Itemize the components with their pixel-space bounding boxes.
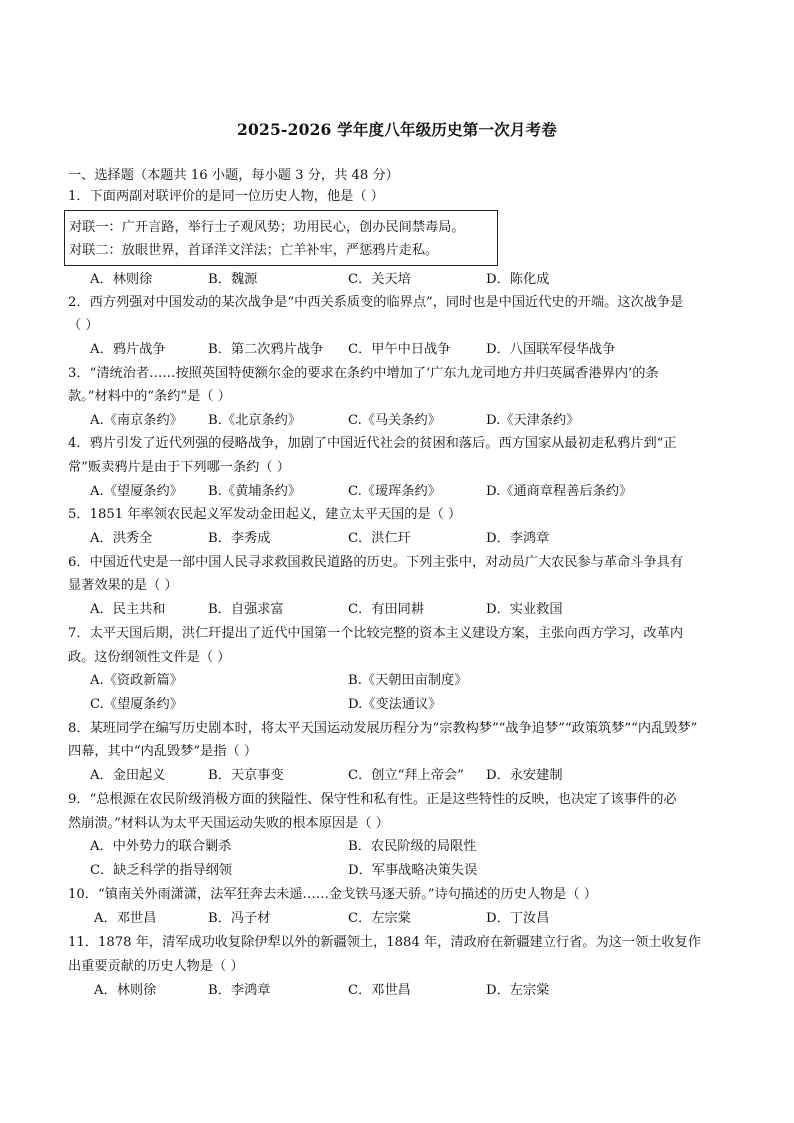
option-d: D．丁汝昌 (486, 911, 550, 926)
option-d: D.《通商章程善后条约》 (486, 484, 633, 499)
question-2-stem-cont: （ ） (68, 318, 99, 333)
option-d: D．左宗棠 (486, 983, 550, 998)
option-d: D．八国联军侵华战争 (486, 342, 616, 357)
option-d: D.《天津条约》 (486, 413, 580, 428)
option-d: D．实业救国 (486, 602, 563, 617)
option-d: D．永安建制 (486, 768, 563, 783)
option-a: A．林则徐 (94, 983, 157, 998)
option-b: B．天京事变 (208, 768, 284, 783)
option-a: A．民主共和 (90, 602, 166, 617)
question-7-stem: 7．太平天国后期，洪仁玕提出了近代中国第一个比较完整的资本主义建设方案，主张向西方学习，改革内 (68, 626, 684, 641)
option-b: B．李鸿章 (208, 983, 271, 998)
option-b: B.《北京条约》 (208, 413, 302, 428)
option-b: B．魏源 (208, 272, 258, 287)
option-b: B.《天朝田亩制度》 (348, 673, 468, 688)
option-c: C.《瑷珲条约》 (348, 484, 441, 499)
option-a: A．洪秀全 (90, 531, 153, 546)
question-5-stem: 5．1851 年率领农民起义军发动金田起义，建立太平天国的是（ ） (68, 507, 462, 522)
option-c: C．洪仁玕 (348, 531, 411, 546)
question-7-stem-cont: 政。这份纲领性文件是（ ） (68, 650, 231, 665)
couplet-1: 对联一：广开言路，举行士子观风势；功用民心，创办民间禁毒局。 (69, 220, 465, 235)
option-c: C.《望厦条约》 (90, 697, 183, 712)
option-c: C．甲午中日战争 (348, 342, 451, 357)
option-c: C.《马关条约》 (348, 413, 441, 428)
option-c: C．左宗棠 (348, 911, 411, 926)
couplet-box (64, 210, 498, 266)
option-a: A．中外势力的联合剿杀 (90, 839, 232, 854)
couplet-2: 对联二：放眼世界，首译洋文洋法；亡羊补牢，严惩鸦片走私。 (69, 243, 439, 258)
question-8-stem-cont: 四幕，其中“内乱毁梦”是指（ ） (68, 744, 258, 759)
question-6-stem-cont: 显著效果的是（ ） (68, 578, 178, 593)
option-a: A．邓世昌 (94, 911, 157, 926)
question-2-stem: 2．西方列强对中国发动的某次战争是“中西关系质变的临界点”，同时也是中国近代史的开端。这次战争是 (68, 295, 684, 310)
page-title: 2025-2026 学年度八年级历史第一次月考卷 (237, 120, 557, 139)
question-4-stem-cont: 常”贩卖鸦片是由于下列哪一条约（ ） (68, 460, 290, 475)
option-c: C．创立“拜上帝会” (348, 768, 464, 783)
question-9-stem: 9．“总根源在农民阶级消极方面的狭隘性、保守性和私有性。正是这些特性的反映，也决定了该事件的必 (68, 792, 677, 807)
option-b: B．农民阶级的局限性 (348, 839, 477, 854)
option-a: A.《南京条约》 (90, 413, 183, 428)
option-c: C．缺乏科学的指导纲领 (90, 863, 232, 878)
question-3-stem-cont: 款。”材料中的“条约”是（ ） (68, 389, 231, 404)
question-3-stem: 3．“清统治者……按照英国特使额尔金的要求在条约中增加了‘广东九龙司地方并归英属香港界内’的条 (68, 366, 659, 381)
option-d: D．李鸿章 (486, 531, 550, 546)
option-d: D．军事战略决策失误 (348, 863, 478, 878)
question-8-stem: 8．某班同学在编写历史剧本时，将太平天国运动发展历程分为“宗教构梦”“战争追梦”“政策筑梦”“内乱毁梦” (68, 721, 698, 736)
option-c: C．邓世昌 (348, 983, 411, 998)
question-11-stem-cont: 出重要贡献的历史人物是（ ） (68, 959, 244, 974)
option-a: A．林则徐 (90, 272, 153, 287)
section-heading: 一、选择题（本题共 16 小题，每小题 3 分，共 48 分） (68, 168, 399, 183)
option-c: C．关天培 (348, 272, 411, 287)
question-4-stem: 4．鸦片引发了近代列强的侵略战争，加剧了中国近代社会的贫困和落后。西方国家从最初走私鸦片到“正 (68, 436, 677, 451)
option-a: A．鸦片战争 (90, 342, 166, 357)
option-b: B．第二次鸦片战争 (208, 342, 324, 357)
question-11-stem: 11．1878 年，清军成功收复除伊犁以外的新疆领土，1884 年，清政府在新疆建立行省。为这一领土收复作 (68, 935, 701, 950)
option-b: B．自强求富 (208, 602, 284, 617)
option-d: D.《变法通议》 (348, 697, 442, 712)
question-6-stem: 6．中国近代史是一部中国人民寻求救国救民道路的历史。下列主张中，对动员广大农民参与革命斗争具有 (68, 555, 684, 570)
question-1-stem: 1．下面两副对联评价的是同一位历史人物，他是（ ） (68, 189, 384, 204)
option-a: A.《望厦条约》 (90, 484, 183, 499)
question-9-stem-cont: 然崩溃。”材料认为太平天国运动失败的根本原因是（ ） (68, 816, 389, 831)
option-b: B.《黄埔条约》 (208, 484, 302, 499)
option-c: C．有田同耕 (348, 602, 425, 617)
option-a: A.《资政新篇》 (90, 673, 183, 688)
option-d: D．陈化成 (486, 272, 550, 287)
option-b: B．冯子材 (208, 911, 271, 926)
option-a: A．金田起义 (90, 768, 166, 783)
option-b: B．李秀成 (208, 531, 271, 546)
question-10-stem: 10．“镇南关外雨潇潇，法军狂奔去未遥……金戈铁马逐天骄。”诗句描述的历史人物是（ ） (68, 887, 597, 902)
